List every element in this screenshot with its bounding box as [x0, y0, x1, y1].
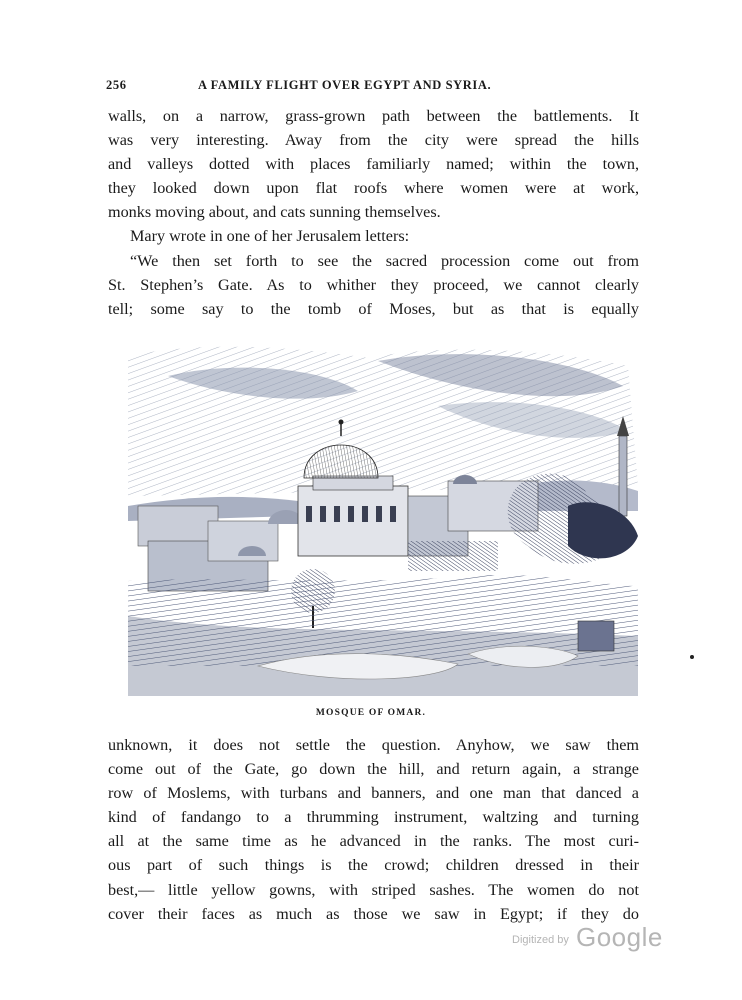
- text-line: they looked down upon flat roofs where women were at work,: [108, 179, 639, 198]
- text-line: ous part of such things is the crowd; children dressed in their: [108, 856, 639, 875]
- text-line: and valleys dotted with places familiarly named; within the town,: [108, 155, 639, 174]
- sky: [128, 347, 638, 496]
- text-line: St. Stephen’s Gate. As to whither they proceed, we cannot clearly: [108, 275, 639, 294]
- text-line: come out of the Gate, go down the hill, and return again, a strange: [108, 760, 639, 779]
- text-line: Mary wrote in one of her Jerusalem letters:: [130, 227, 410, 246]
- text-line: was very interesting. Away from the city were spread the hills: [108, 131, 639, 150]
- digitized-by-google-watermark: [508, 922, 668, 958]
- body-text-top: [108, 104, 639, 321]
- google-logo: Google: [576, 922, 663, 952]
- text-line: kind of fandango to a thrumming instrument, waltzing and turning: [108, 808, 639, 827]
- text-line: unknown, it does not settle the question. Anyhow, we saw them: [108, 736, 639, 754]
- running-title: A FAMILY FLIGHT OVER EGYPT AND SYRIA.: [198, 78, 492, 92]
- text-line: best,— little yellow gowns, with striped sashes. The women do not: [108, 880, 639, 899]
- text-line: all at the same time as he advanced in the ranks. The most curi-: [108, 832, 639, 851]
- text-line: “We then set forth to see the sacred procession come out from: [130, 251, 639, 270]
- figure-caption: MOSQUE OF OMAR.: [315, 708, 427, 718]
- text-line: tell; some say to the tomb of Moses, but as that is equally: [108, 299, 639, 318]
- text-line: walls, on a narrow, grass-grown path between the battlements. It: [108, 107, 639, 125]
- body-text-bottom: [108, 733, 639, 926]
- text-line: cover their faces as much as those we saw in Egypt; if they do: [108, 904, 639, 923]
- text-line: row of Moslems, with turbans and banners, and one man that danced a: [108, 784, 639, 803]
- running-head: [106, 78, 641, 98]
- engraving-illustration: [108, 336, 644, 696]
- text-line: monks moving about, and cats sunning themselves.: [108, 203, 441, 222]
- digitized-by-label: Digitized by: [512, 934, 569, 946]
- foreground-ground: [128, 575, 638, 696]
- page-number: 256: [106, 78, 127, 92]
- ink-speck: [690, 655, 694, 659]
